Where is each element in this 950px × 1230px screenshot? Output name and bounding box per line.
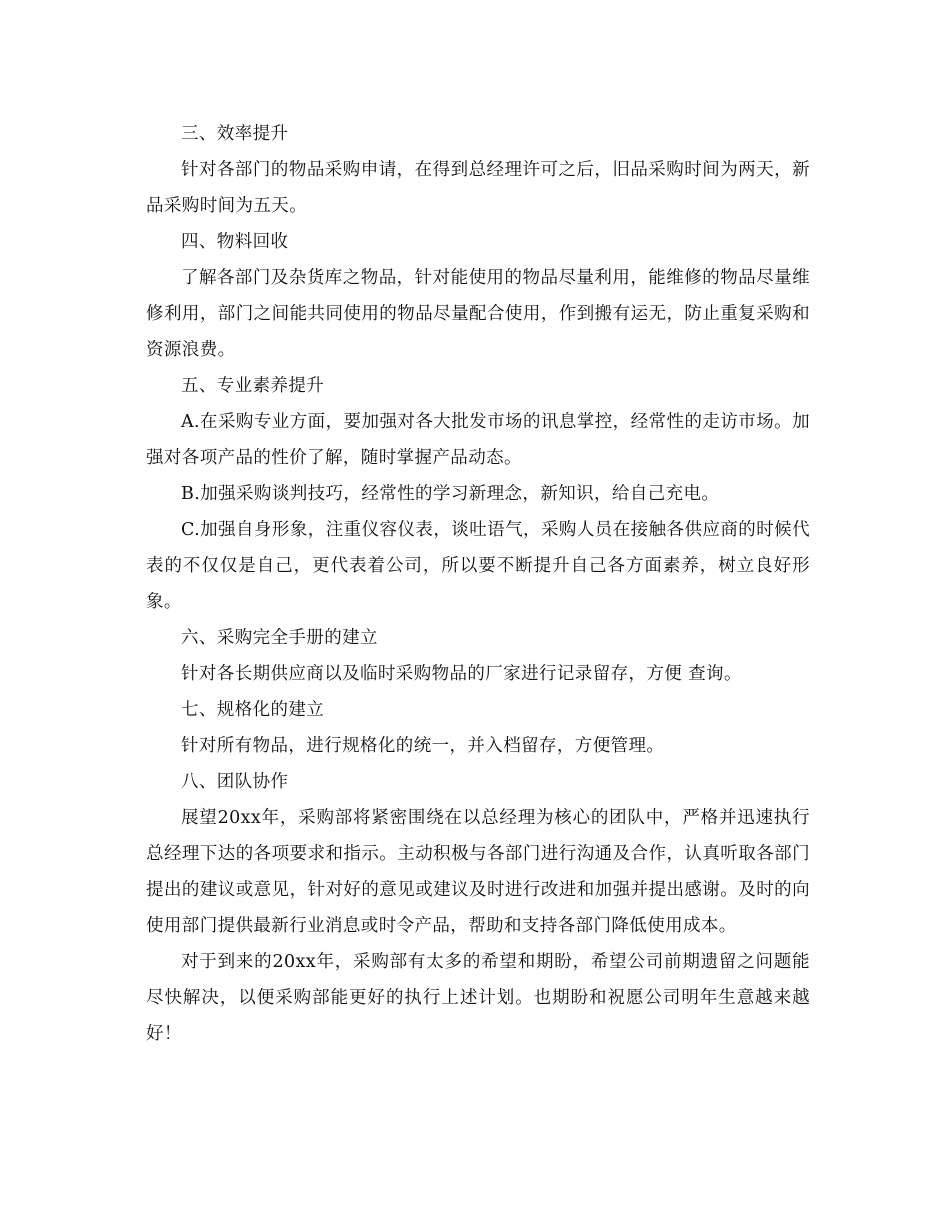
paragraph-closing: 对于到来的20xx年，采购部有太多的希望和期盼，希望公司前期遗留之问题能尽快解决，以便采购部能更好的执行上述计划。也期盼和祝愿公司明年生意越来越好！: [146, 952, 810, 1044]
document-body: [146, 116, 810, 1052]
section-heading-standardization: 七、规格化的建立: [181, 700, 325, 720]
section-heading-handbook: 六、采购完全手册的建立: [181, 628, 378, 648]
paragraph-efficiency: 针对各部门的物品采购申请，在得到总经理许可之后，旧品采购时间为两天，新品采购时间为五天。: [146, 160, 810, 216]
paragraph-teamwork: 展望20xx年，采购部将紧密围绕在以总经理为核心的团队中，严格并迅速执行总经理下达的各项要求和指示。主动积极与各部门进行沟通及合作，认真听取各部门提出的建议或意见，针对好的意见或建议及时进行改进和加强并提出感谢。及时的向使用部门提供最新行业消息或时令产品，帮助和支持各部门降低使用成本。: [146, 808, 810, 936]
paragraph-professional-b: B.加强采购谈判技巧，经常性的学习新理念，新知识，给自己充电。: [181, 484, 720, 504]
section-heading-efficiency: 三、效率提升: [181, 124, 289, 144]
paragraph-material-recovery: 了解各部门及杂货库之物品，针对能使用的物品尽量利用，能维修的物品尽量维修利用，部门之间能共同使用的物品尽量配合使用，作到搬有运无，防止重复采购和资源浪费。: [146, 268, 810, 360]
paragraph-professional-a: A.在采购专业方面，要加强对各大批发市场的讯息掌控，经常性的走访市场。加强对各项产品的性价了解，随时掌握产品动态。: [146, 412, 810, 468]
paragraph-handbook: 针对各长期供应商以及临时采购物品的厂家进行记录留存，方便 查询。: [181, 664, 742, 684]
paragraph-standardization: 针对所有物品，进行规格化的统一，并入档留存，方便管理。: [181, 736, 665, 756]
section-heading-material-recovery: 四、物料回收: [181, 232, 289, 252]
paragraph-professional-c: C.加强自身形象，注重仪容仪表，谈吐语气，采购人员在接触各供应商的时候代表的不仅仅是自己，更代表着公司，所以要不断提升自己各方面素养，树立良好形象。: [146, 520, 810, 612]
section-heading-teamwork: 八、团队协作: [181, 772, 289, 792]
section-heading-professional: 五、专业素养提升: [181, 376, 325, 396]
